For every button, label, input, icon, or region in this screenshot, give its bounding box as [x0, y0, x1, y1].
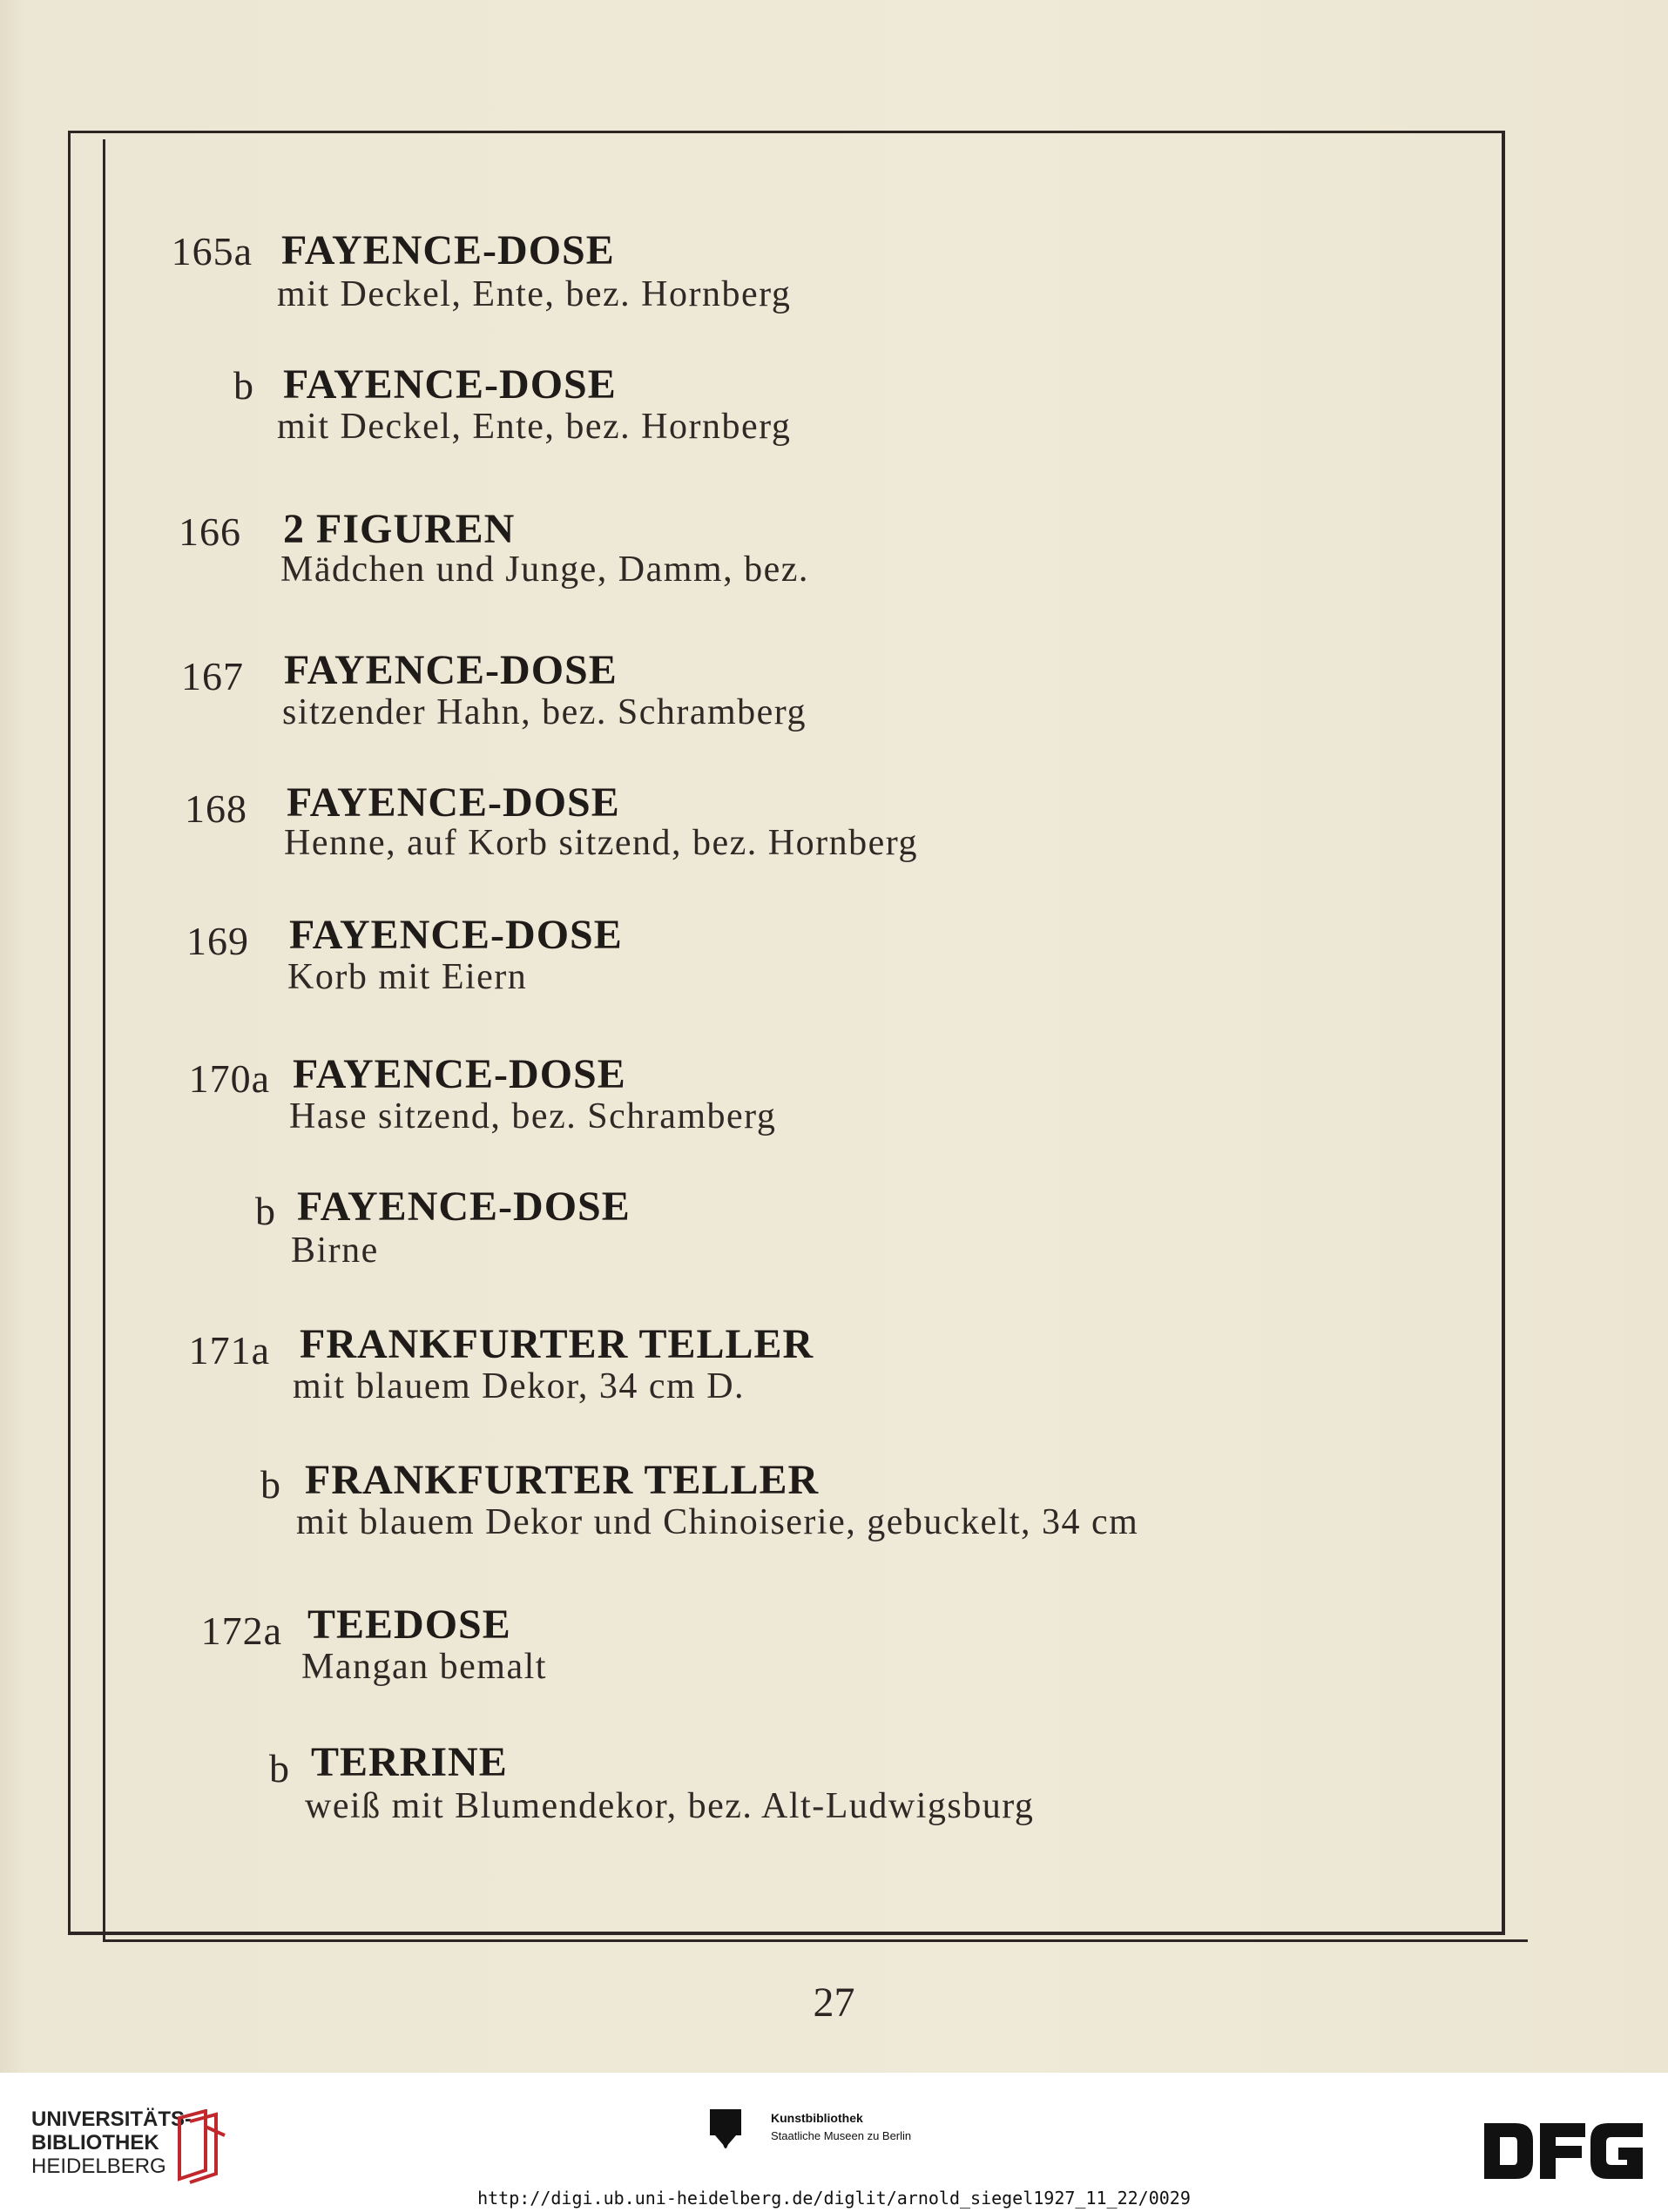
entry-number: 167 — [181, 654, 244, 698]
entry-title: TERRINE — [311, 1739, 508, 1785]
dfg-logo-icon[interactable] — [1481, 2116, 1646, 2186]
entry-description: Korb mit Eiern — [287, 957, 528, 997]
entry-description: mit blauem Dekor, 34 cm D. — [293, 1366, 746, 1406]
kb-line-1: Kunstbibliothek — [771, 2111, 863, 2125]
ub-line-1: UNIVERSITÄTS- — [31, 2107, 192, 2131]
entry-description: Mangan bemalt — [301, 1647, 547, 1687]
entry-description: mit Deckel, Ente, bez. Hornberg — [277, 407, 792, 447]
entry-title: FRANKFURTER TELLER — [305, 1457, 820, 1503]
page-number: 27 — [813, 1979, 855, 2026]
entry-number: b — [255, 1189, 276, 1233]
kunstbibliothek-emblem-icon — [710, 2109, 741, 2158]
ub-heidelberg-label — [31, 2107, 192, 2178]
entry-title: 2 FIGUREN — [283, 506, 516, 552]
entry-title: FAYENCE-DOSE — [281, 227, 615, 273]
dfg-text: DFG — [1481, 2116, 1483, 2117]
entry-description: Mädchen und Junge, Damm, bez. — [280, 550, 809, 590]
entry-description: sitzender Hahn, bez. Schramberg — [282, 692, 807, 732]
kb-line-2: Staatliche Museen zu Berlin — [771, 2129, 912, 2142]
ub-line-3: HEIDELBERG — [31, 2155, 166, 2178]
ub-heidelberg-logo[interactable] — [31, 2107, 249, 2186]
entry-number: 170a — [188, 1056, 270, 1101]
entry-title: FRANKFURTER TELLER — [300, 1321, 814, 1367]
entry-number: b — [260, 1462, 281, 1507]
ub-line-2: BIBLIOTHEK — [31, 2131, 159, 2155]
entry-title: FAYENCE-DOSE — [287, 779, 620, 826]
entry-description: weiß mit Blumendekor, bez. Alt-Ludwigsburg — [305, 1786, 1035, 1826]
entry-title: FAYENCE-DOSE — [297, 1184, 631, 1230]
entry-description: Hase sitzend, bez. Schramberg — [289, 1096, 777, 1136]
kunstbibliothek-label — [771, 2109, 911, 2145]
entry-number: b — [233, 363, 254, 408]
entry-title: FAYENCE-DOSE — [283, 361, 617, 408]
ub-emblem-icon — [171, 2109, 232, 2184]
entry-number: 169 — [186, 919, 249, 963]
entry-title: FAYENCE-DOSE — [284, 647, 618, 693]
entry-number: 165a — [171, 229, 253, 273]
entry-title: FAYENCE-DOSE — [289, 912, 623, 958]
entry-title: FAYENCE-DOSE — [293, 1051, 626, 1097]
entry-number: b — [269, 1746, 290, 1791]
entry-description: Henne, auf Korb sitzend, bez. Hornberg — [284, 823, 918, 863]
entry-description: mit Deckel, Ente, bez. Hornberg — [277, 274, 792, 314]
entry-number: 168 — [185, 786, 247, 831]
entry-number: 172a — [200, 1608, 282, 1653]
kunstbibliothek-logo[interactable] — [710, 2107, 989, 2168]
entry-description: Birne — [291, 1231, 379, 1271]
entry-title: TEEDOSE — [307, 1602, 511, 1648]
entry-number: 166 — [179, 509, 241, 554]
entry-number: 171a — [188, 1328, 270, 1372]
entry-description: mit blauem Dekor und Chinoiserie, gebuckelt, 34 cm — [296, 1502, 1139, 1542]
permalink-url[interactable]: http://digi.ub.uni-heidelberg.de/diglit/arnold_siegel1927_11_22/0029 — [477, 2188, 1191, 2209]
